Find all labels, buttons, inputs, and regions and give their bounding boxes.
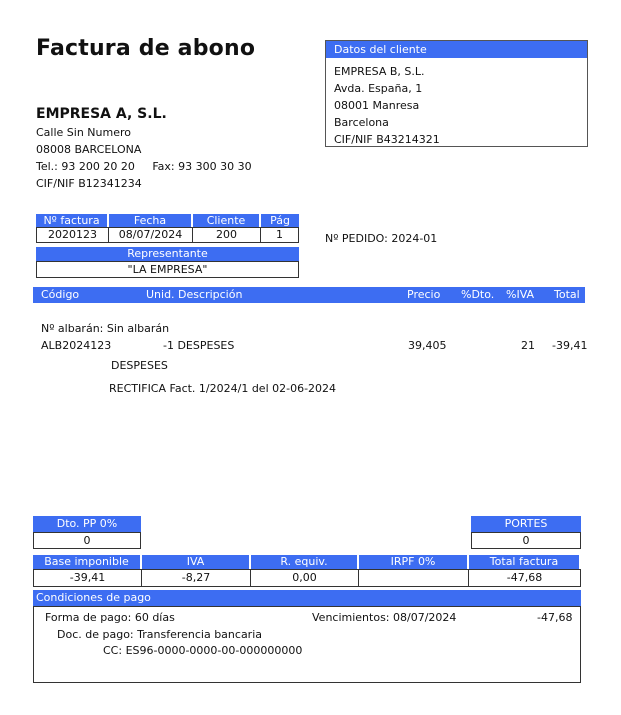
shipping-costs — [471, 516, 581, 549]
lines-header-bar — [33, 287, 585, 303]
vat-header: IVA — [142, 555, 251, 569]
delivery-note: Nº albarán: Sin albarán — [41, 322, 170, 335]
issuer-block — [36, 124, 252, 192]
issuer-tel: Tel.: 93 200 20 20 — [36, 160, 135, 173]
payment-method: Forma de pago: 60 días — [45, 611, 175, 624]
issuer-city: 08008 BARCELONA — [36, 143, 142, 156]
issuer-fax: Fax: 93 300 30 30 — [152, 160, 252, 173]
line-total: -39,41 — [552, 339, 588, 352]
meta-number: 2020123 — [36, 227, 109, 243]
meta-header-date: Fecha — [109, 214, 193, 227]
line-code: ALB2024123 — [41, 339, 112, 352]
line-vat: 21 — [521, 339, 535, 352]
total-value: -47,68 — [469, 569, 581, 587]
vat-value: -8,27 — [142, 569, 251, 587]
rectification-note: RECTIFICA Fact. 1/2024/1 del 02-06-2024 — [109, 382, 337, 395]
line-qty-description: -1 DESPESES — [163, 339, 235, 352]
payment-conditions-header: Condiciones de pago — [33, 590, 581, 606]
meta-client: 200 — [193, 227, 261, 243]
col-code: Código — [41, 288, 80, 301]
col-discount: %Dto. — [461, 288, 495, 301]
client-province: Barcelona — [334, 116, 389, 129]
issuer-address: Calle Sin Numero — [36, 126, 131, 139]
meta-header-page: Pág — [261, 214, 299, 227]
base-value: -39,41 — [33, 569, 142, 587]
col-price: Precio — [407, 288, 441, 301]
representative-header: Representante — [36, 247, 299, 261]
client-box — [325, 40, 588, 147]
line-description-2: DESPESES — [111, 359, 168, 372]
col-total: Total — [554, 288, 580, 301]
base-header: Base imponible — [33, 555, 142, 569]
meta-header-client: Cliente — [193, 214, 261, 227]
irpf-header: IRPF 0% — [359, 555, 469, 569]
client-name: EMPRESA B, S.L. — [334, 65, 425, 78]
col-unit-description: Unid. Descripción — [146, 288, 243, 301]
issuer-cif: CIF/NIF B12341234 — [36, 177, 142, 190]
prompt-payment-discount — [33, 516, 141, 549]
line-price: 39,405 — [408, 339, 447, 352]
meta-page: 1 — [261, 227, 299, 243]
payment-document: Doc. de pago: Transferencia bancaria — [57, 628, 262, 641]
due-dates: Vencimientos: 08/07/2024 — [312, 611, 457, 624]
irpf-value — [359, 569, 469, 587]
meta-header-number: Nº factura — [36, 214, 109, 227]
issuer-name: EMPRESA A, S.L. — [36, 106, 167, 122]
invoice-meta-table — [36, 214, 299, 278]
req-value: 0,00 — [251, 569, 359, 587]
issuer-phones — [36, 158, 252, 175]
total-header: Total factura — [469, 555, 579, 569]
col-vat: %IVA — [506, 288, 535, 301]
portes-value: 0 — [471, 532, 581, 549]
req-header: R. equiv. — [251, 555, 359, 569]
totals-table — [33, 555, 581, 587]
document-title: Factura de abono — [36, 36, 256, 61]
due-amount: -47,68 — [537, 611, 573, 624]
payment-conditions-box — [33, 606, 581, 683]
meta-date: 08/07/2024 — [109, 227, 193, 243]
client-cif: CIF/NIF B43214321 — [334, 133, 440, 146]
dto-pp-header: Dto. PP 0% — [33, 516, 141, 532]
portes-header: PORTES — [471, 516, 581, 532]
dto-pp-value: 0 — [33, 532, 141, 549]
bank-account: CC: ES96-0000-0000-00-000000000 — [103, 644, 303, 657]
client-box-header: Datos del cliente — [326, 41, 587, 58]
order-number: Nº PEDIDO: 2024-01 — [325, 232, 438, 245]
representative-value: "LA EMPRESA" — [36, 261, 299, 278]
client-city: 08001 Manresa — [334, 99, 420, 112]
client-address: Avda. España, 1 — [334, 82, 423, 95]
